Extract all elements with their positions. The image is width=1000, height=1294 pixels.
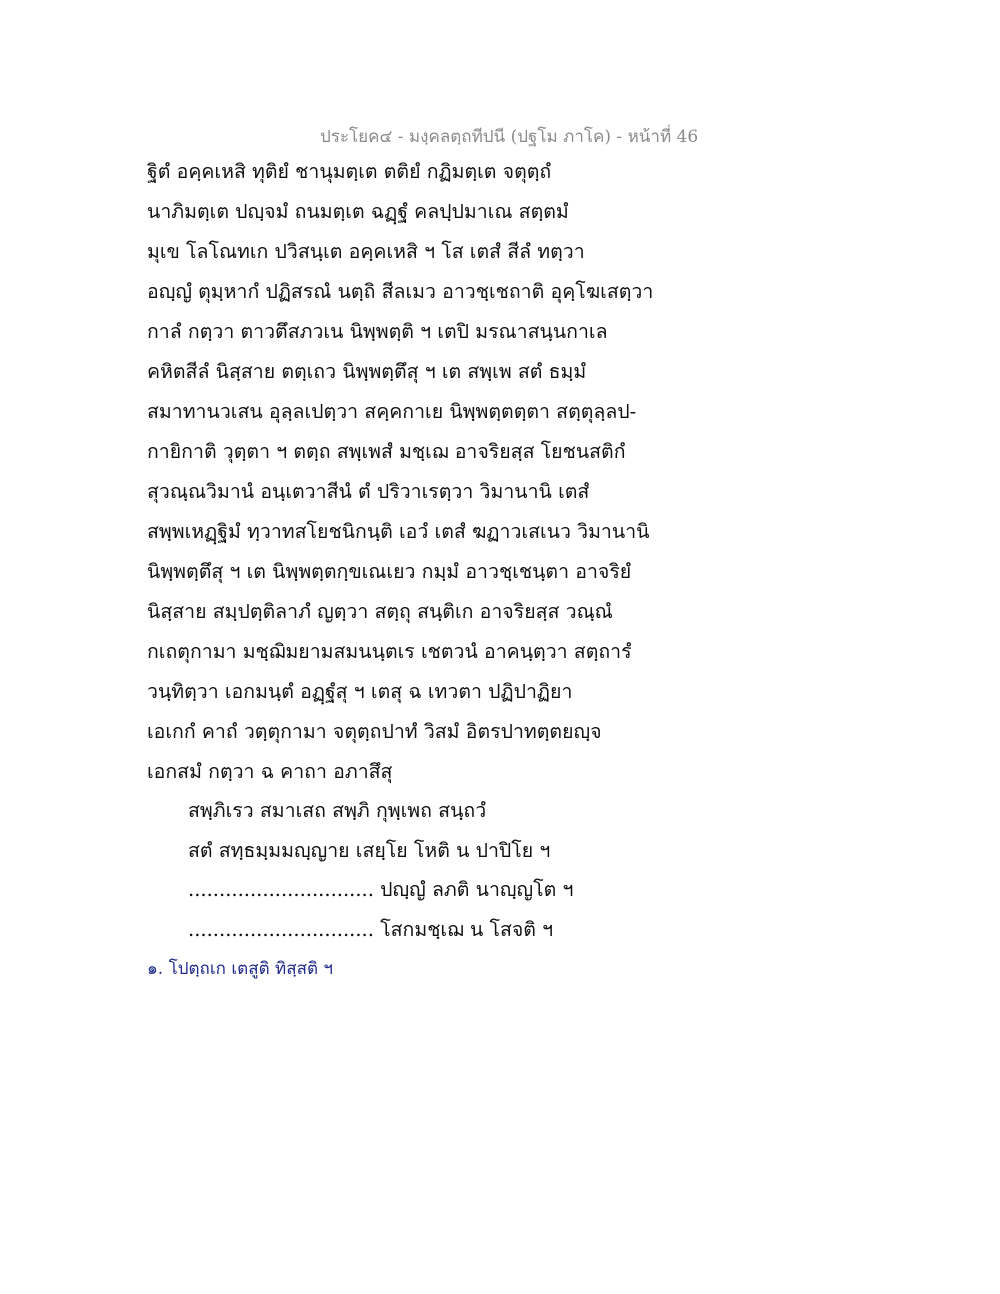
body-line: กายิกาติ วุตฺตา ฯ ตตฺถ สพฺเพสํ มชฺเฌ อาจริยสฺส โยชนสติกํ xyxy=(147,440,626,463)
footnote: ๑. โปตฺถเก เตสูติ ทิสฺสติ ฯ xyxy=(147,959,333,979)
verse-line: สพฺภิเรว สมาเสถ สพฺภิ กุพฺเพถ สนฺถวํ xyxy=(188,799,487,822)
body-line: กาลํ กตฺวา ตาวตึสภวเน นิพฺพตฺติ ฯ เตปิ มรณาสนฺนกาเล xyxy=(147,320,608,343)
page-header: ประโยค๔ - มงฺคลตฺถทีปนี (ปฐโม ภาโค) - หน้าที่ 46 xyxy=(320,127,699,147)
verse-line: สตํ สทฺธมฺมมญฺญาย เสยฺโย โหติ น ปาปิโย ฯ xyxy=(188,839,551,862)
body-line: นิพฺพตฺตึสุ ฯ เต นิพฺพตฺตกฺขเณเยว กมฺมํ อาวชฺเชนฺตา อาจริยํ xyxy=(147,560,632,583)
body-line: สุวณฺณวิมานํ อนฺเตวาสีนํ ตํ ปริวาเรตฺวา วิมานานิ เตสํ xyxy=(147,480,590,503)
body-line: อญฺญํ ตุมฺหากํ ปฏิสรณํ นตฺถิ สีลเมว อาวชฺเชถาติ อุคฺโฆเสตฺวา xyxy=(147,280,654,303)
body-line: เอเกกํ คาถํ วตฺตุกามา จตุตฺถปาทํ วิสมํ อิตรปาทตฺตยญฺจ xyxy=(147,720,602,743)
body-line: นิสฺสาย สมฺปตฺติลาภํ ญตฺวา สตฺถุ สนฺติเก อาจริยสฺส วณฺณํ xyxy=(147,600,613,623)
verse-line: .............................. โสกมชฺเฌ น โสจติ ฯ xyxy=(188,918,554,941)
body-line: เอกสมํ กตฺวา ฉ คาถา อภาสึสุ xyxy=(147,760,393,783)
verse-line: .............................. ปญฺญํ ลภติ นาญฺญโต ฯ xyxy=(188,878,574,901)
body-line: กเถตุกามา มชฺฌิมยามสมนนฺตเร เชตวนํ อาคนฺตฺวา สตฺถารํ xyxy=(147,640,632,663)
body-line: คหิตสีลํ นิสฺสาย ตตฺเถว นิพฺพตฺตึสุ ฯ เต สพฺเพ สตํ ธมฺมํ xyxy=(147,360,587,383)
body-line: สพฺพเหฏฺฐิมํ ทฺวาทสโยชนิกนฺติ เอวํ เตสํ ฆฏาวเสเนว วิมานานิ xyxy=(147,520,650,543)
body-line: สมาทานวเสน อุลฺลเปตฺวา สคฺคกาเย นิพฺพตฺตตฺตา สตฺตุลฺลป- xyxy=(147,400,637,423)
body-line: วนฺทิตฺวา เอกมนฺตํ อฏฺฐํสุ ฯ เตสุ ฉ เทวตา ปฏิปาฏิยา xyxy=(147,680,573,703)
body-line: มุเข โลโณทเก ปวิสนฺเต อคฺคเหสิ ฯ โส เตสํ สีลํ ทตฺวา xyxy=(147,240,585,263)
body-line: นาภิมตฺเต ปญฺจมํ ถนมตฺเต ฉฏฺฐํ คลปฺปมาเณ สตฺตมํ xyxy=(147,200,569,223)
body-line: ฐิตํ อคฺคเหสิ ทุติยํ ชานุมตฺเต ตติยํ กฏิมตฺเต จตุตฺถํ xyxy=(147,160,552,183)
